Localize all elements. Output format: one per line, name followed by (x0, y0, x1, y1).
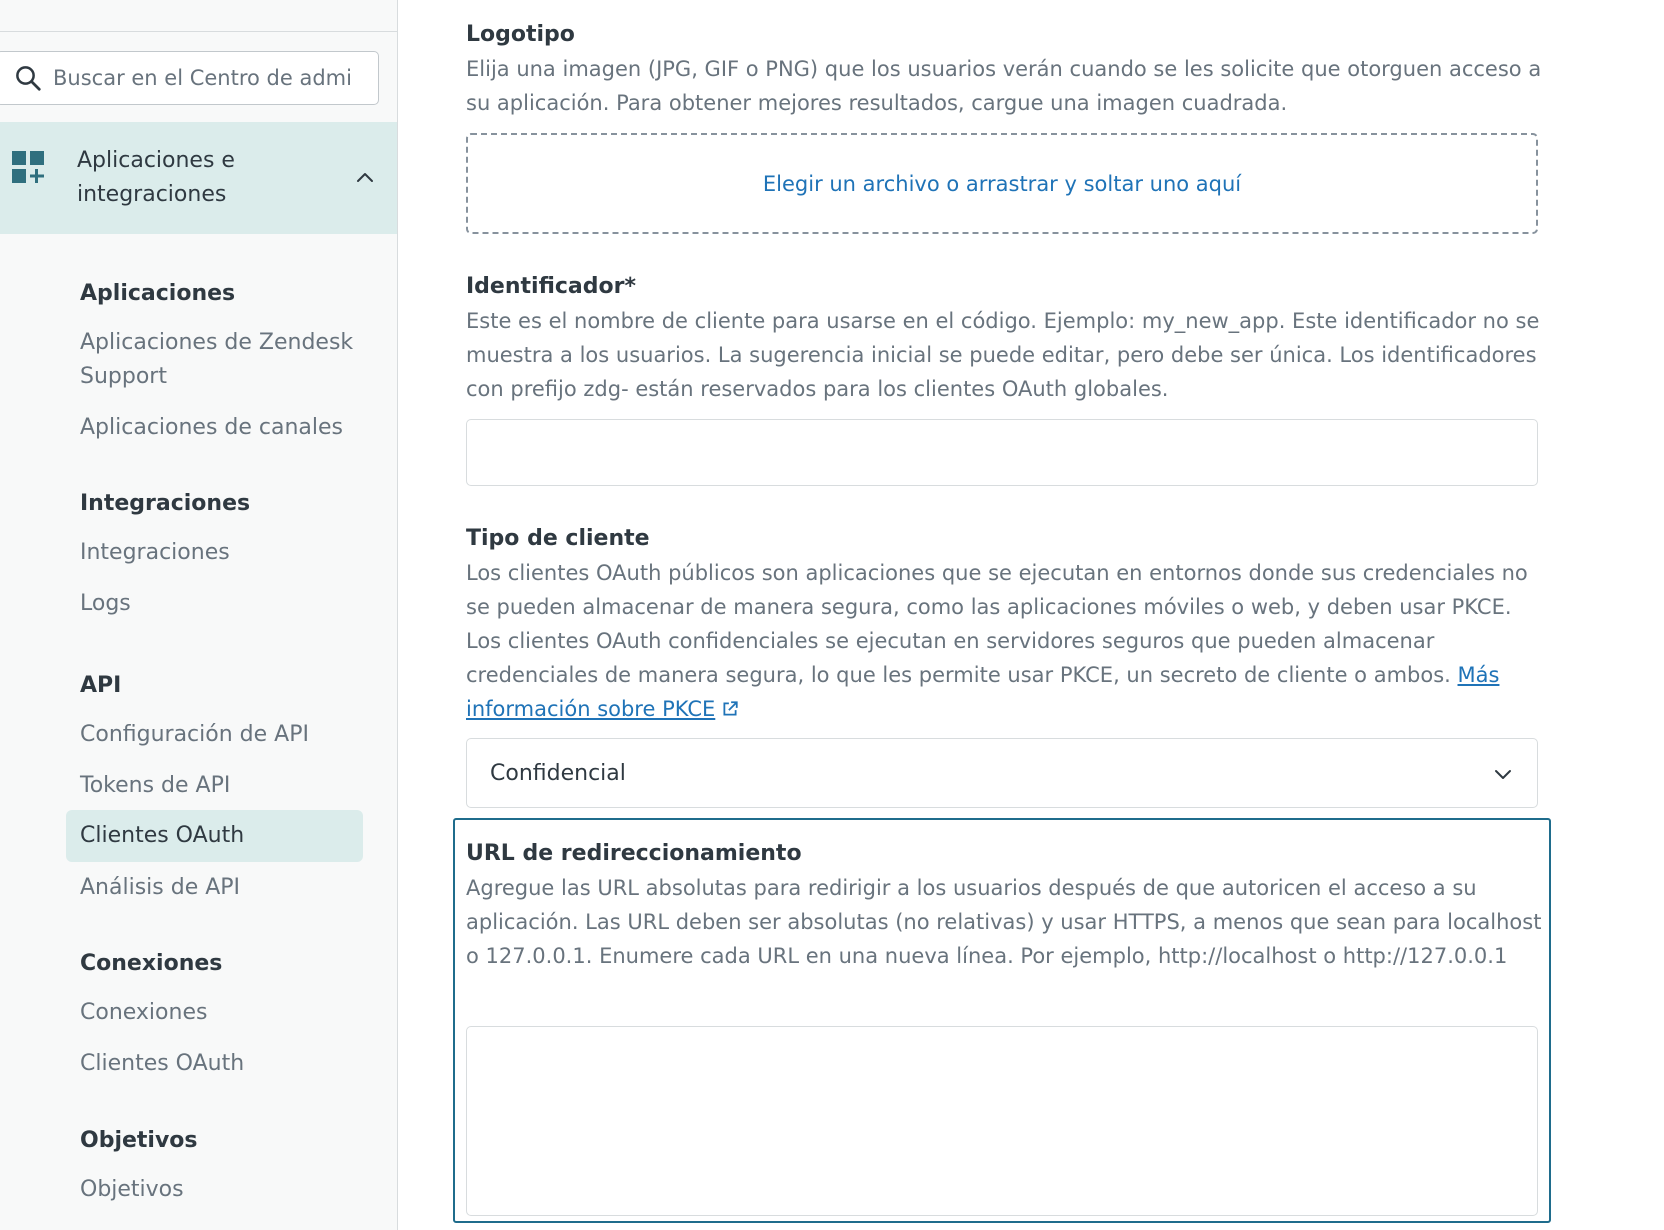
redirect-url-textarea[interactable] (466, 1026, 1538, 1216)
apps-add-icon (12, 151, 46, 185)
search-input[interactable] (53, 66, 363, 90)
identifier-label: Identificador* (466, 274, 636, 299)
nav-group-title: Objetivos (80, 1128, 198, 1153)
sidebar-item-oauth-clients-active[interactable]: Clientes OAuth (66, 810, 363, 862)
drop-zone-text[interactable]: Elegir un archivo o arrastrar y soltar uno aquí (762, 171, 1242, 196)
client-type-select[interactable] (466, 738, 1538, 808)
sidebar-item-api-config[interactable]: Configuración de API (80, 722, 309, 747)
sidebar-item-integrations[interactable]: Integraciones (80, 540, 230, 565)
chevron-down-icon (1491, 762, 1515, 786)
sidebar-item-connections-oauth-clients[interactable]: Clientes OAuth (80, 1051, 245, 1076)
search-box[interactable] (0, 51, 379, 105)
client-type-description (466, 556, 1546, 726)
divider (0, 31, 397, 32)
nav-group-title: API (80, 673, 122, 698)
pkce-info-link[interactable]: Más información sobre PKCE (466, 663, 1500, 721)
logo-description: Elija una imagen (JPG, GIF o PNG) que los usuarios verán cuando se les solicite que otorguen acceso a su aplicación. Para obtener mejores resultados, cargue una imagen cuadrada. (466, 57, 1542, 115)
nav-group-title: Integraciones (80, 491, 251, 516)
nav-group-title: Aplicaciones (80, 281, 236, 306)
sidebar-item-channel-apps[interactable]: Aplicaciones de canales (80, 415, 344, 440)
section-title: Aplicaciones e integraciones (77, 148, 235, 207)
main-form (398, 0, 1664, 1230)
section-header-apps-integrations[interactable] (0, 122, 397, 234)
client-type-label: Tipo de cliente (466, 526, 650, 551)
redirect-url-label: URL de redireccionamiento (466, 841, 802, 866)
logo-file-drop-zone[interactable] (466, 133, 1538, 234)
sidebar-item-connections[interactable]: Conexiones (80, 1000, 208, 1025)
chevron-up-icon[interactable] (353, 166, 377, 190)
logo-label: Logotipo (466, 22, 575, 47)
search-icon (13, 63, 43, 93)
external-link-icon (721, 700, 739, 718)
client-type-selected-value: Confidencial (490, 760, 626, 786)
identifier-description: Este es el nombre de cliente para usarse en el código. Ejemplo: my_new_app. Este identificador no se muestra a los usuarios. La sugerencia inicial se puede editar, pero debe ser única. Los identificadores con prefijo zdg- están reservados para los clientes OAuth globales. (466, 309, 1540, 401)
sidebar-item-objectives[interactable]: Objetivos (80, 1177, 184, 1202)
nav-group-title: Conexiones (80, 951, 223, 976)
identifier-input[interactable] (466, 419, 1538, 486)
redirect-url-description: Agregue las URL absolutas para redirigir a los usuarios después de que autoricen el acceso a su aplicación. Las URL deben ser absolutas (no relativas) y usar HTTPS, a menos que sean para localhost o 127.0.0.1. Enumere cada URL en una nueva línea. Por ejemplo, http://localhost o http://127.0.0.1 (466, 876, 1542, 968)
sidebar (0, 0, 398, 1230)
sidebar-item-api-tokens[interactable]: Tokens de API (80, 773, 231, 798)
sidebar-item-logs[interactable]: Logs (80, 591, 131, 616)
client-type-description-text: Los clientes OAuth públicos son aplicaciones que se ejecutan en entornos donde sus credenciales no se pueden almacenar de manera segura, como las aplicaciones móviles o web, y deben usar PKCE. Los clientes OAuth confidenciales se ejecutan en servidores seguros que pueden almacenar credenciales de manera segura, lo que les permite usar PKCE, un secreto de cliente o ambos. (466, 561, 1528, 687)
sidebar-item-zendesk-support-apps[interactable]: Aplicaciones de Zendesk Support (80, 330, 354, 389)
sidebar-item-api-analysis[interactable]: Análisis de API (80, 875, 241, 900)
